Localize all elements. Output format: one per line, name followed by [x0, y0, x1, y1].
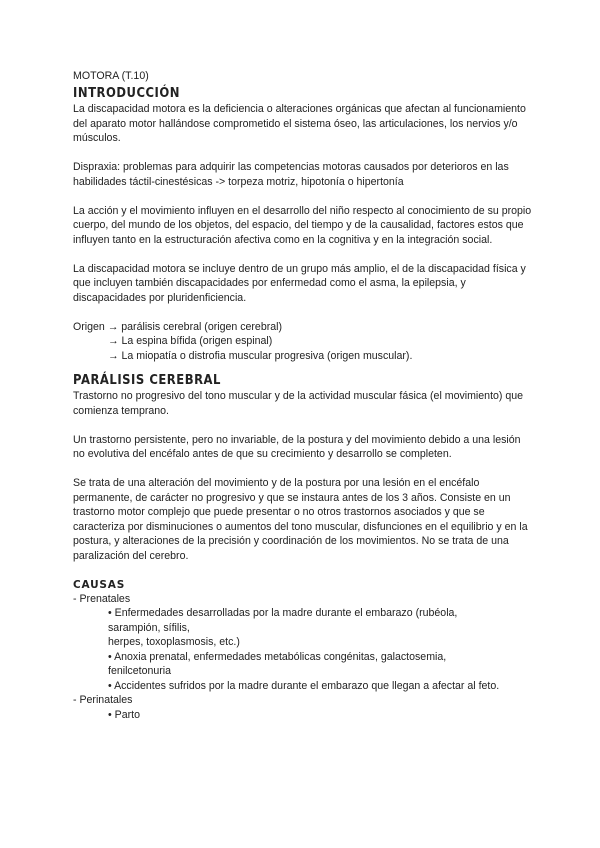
section-title-introduccion: INTRODUCCIÓN	[73, 85, 180, 101]
bullet-item-3: • Accidentes sufridos por la madre durante el embarazo que llegan a afectar al feto.	[108, 679, 500, 692]
origen-line-1: Origen → parálisis cerebral (origen cerebral)	[73, 320, 283, 333]
origen-line-3: → La miopatía o distrofia muscular progresiva (origen muscular).	[108, 349, 413, 362]
perinatales-heading: - Perinatales	[73, 694, 133, 706]
bullet-item-1-line-3: herpes, toxoplasmosis, etc.)	[108, 636, 240, 648]
bullet-item-2-line-2: fenilcetonuria	[108, 665, 172, 677]
bullet-item-2-line-1: • Anoxia prenatal, enfermedades metabólicas congénitas, galactosemia,	[108, 650, 447, 663]
document-subtitle: MOTORA (T.10)	[73, 70, 149, 82]
subsection-title-causas: CAUSAS	[73, 578, 126, 591]
intro-paragraph-4: La discapacidad motora se incluye dentro de un grupo más amplio, el de la discapacidad física y que incluyen también discapacidades por enfermedad como el asma, la epilepsia, y discapacidades por pluridenficiencia.	[73, 262, 526, 304]
paralisis-paragraph-1: Trastorno no progresivo del tono muscular y de la actividad muscular fásica (el movimiento) que comienza temprano.	[73, 390, 524, 417]
section-title-paralisis-cerebral: PARÁLISIS CEREBRAL	[73, 372, 221, 388]
intro-paragraph-3: La acción y el movimiento influyen en el desarrollo del niño respecto al conocimiento de su propio cuerpo, del mundo de los objetos, del espacio, del tiempo y de la causalidad, factores estos que influyen tanto en la estructuración afectiva como en la cognitiva y en la integración social.	[73, 204, 532, 246]
prenatales-heading: - Prenatales	[73, 592, 131, 605]
bullet-item-4: • Parto	[108, 708, 140, 721]
bullet-item-1-line-2: sarampión, sífilis,	[108, 621, 190, 634]
document-page	[73, 70, 533, 722]
paralisis-paragraph-2: Un trastorno persistente, pero no invariable, de la postura y del movimiento debido a una lesión no evolutiva del encéfalo antes de que su crecimiento y desarrollo se completen.	[73, 433, 521, 460]
origen-line-2: → La espina bífida (origen espinal)	[108, 335, 273, 347]
intro-paragraph-1: La discapacidad motora es la deficiencia o alteraciones orgánicas que afectan al funcionamiento del aparato motor hallándose comprometido el sistema óseo, las articulaciones, los nervios y/o músculos.	[73, 103, 526, 144]
paralisis-paragraph-3: Se trata de una alteración del movimiento y de la postura por una lesión en el encéfalo permanente, de carácter no progresivo y que se instaura antes de los 3 años. Consiste en un trastorno motor complejo que puede presentar o no otros trastornos asociados y que se caracteriza por disminuciones o aumentos del tono muscular, disfunciones en el equilibrio y en la postura, y alteraciones de la precisión y coordinación de los movimientos. No se trata de una paralización del cerebro.	[73, 477, 528, 562]
bullet-item-1-line-1: • Enfermedades desarrolladas por la madre durante el embarazo (rubéola,	[108, 607, 458, 619]
intro-paragraph-2: Dispraxia: problemas para adquirir las competencias motoras causados por deterioros en las habilidades táctil-cinestésicas -> torpeza motriz, hipotonía o hipertonía	[73, 161, 509, 188]
